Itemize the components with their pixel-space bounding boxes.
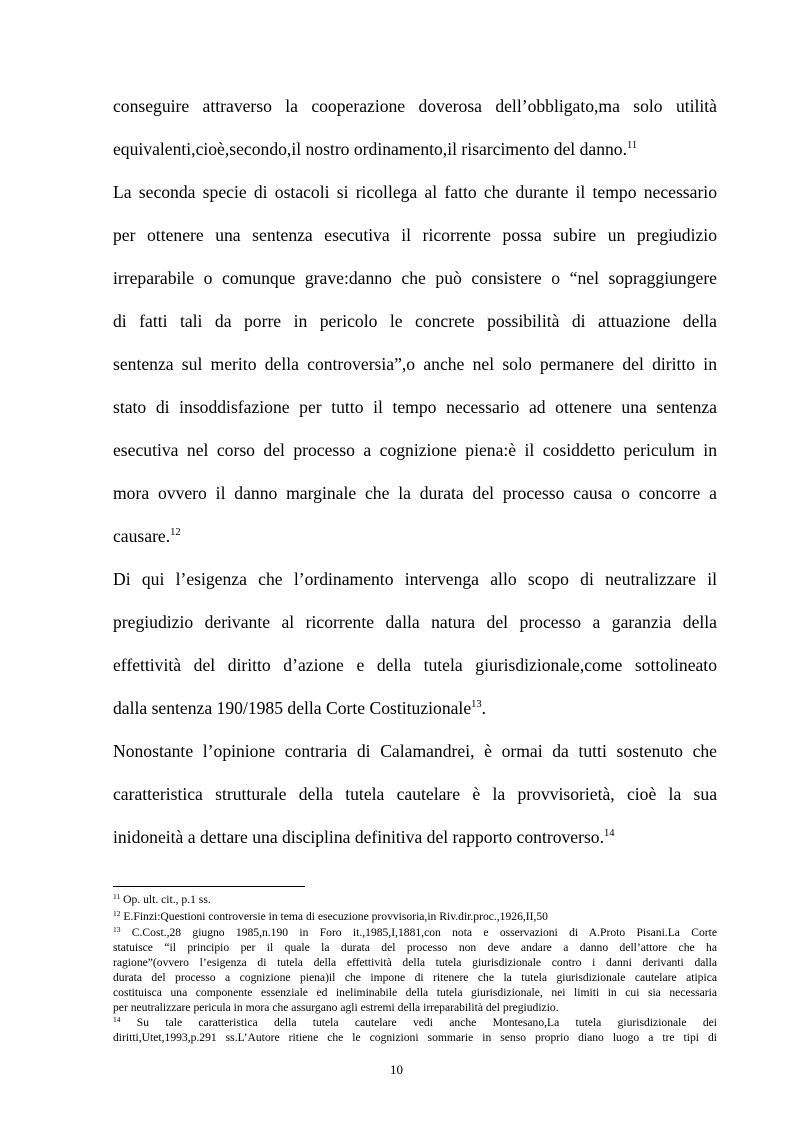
body-line: caratteristica strutturale della tutela cautelare è la provvisorietà, cioè la sua xyxy=(113,784,717,804)
page-number: 10 xyxy=(390,1062,403,1077)
body-line: Di qui l’esigenza che l’ordinamento intervenga allo scopo di neutralizzare il xyxy=(113,569,717,589)
body-line: stato di insoddisfazione per tutto il tempo necessario ad ottenere una sentenza xyxy=(113,397,717,417)
body-line: La seconda specie di ostacoli si ricollega al fatto che durante il tempo necessario xyxy=(113,182,717,202)
footnote-ref: 12 xyxy=(170,527,181,538)
body-line: Nonostante l’opinione contraria di Calamandrei, è ormai da tutti sostenuto che xyxy=(113,741,717,761)
footnote-ref: 13 xyxy=(471,699,482,710)
body-line: effettività del diritto d’azione e della tutela giurisdizionale,come sottolineato xyxy=(113,655,717,675)
body-line: sentenza sul merito della controversia”,o anche nel solo permanere del diritto in xyxy=(113,354,717,374)
body-line: mora ovvero il danno marginale che la durata del processo causa o concorre a xyxy=(113,483,717,503)
footnote-line: $^{14}$ Su tale caratteristica della tutela cautelare vedi anche Montesano,La tutela giurisdizionale dei xyxy=(113,1015,717,1029)
footnote-line: $^{13}$ C.Cost.,28 giugno 1985,n.190 in Foro it.,1985,I,1881,con nota e osservazioni di A.Proto Pisani.La Corte xyxy=(113,925,717,939)
footnote-line: costituisca una componente essenziale ed ineliminabile della tutela giurisdizionale, nei limiti in cui sia necessaria xyxy=(113,986,717,999)
body-line: di fatti tali da porre in pericolo le concrete possibilità di attuazione della xyxy=(113,311,717,331)
body-line: conseguire attraverso la cooperazione doverosa dell’obbligato,ma solo utilità xyxy=(113,96,717,116)
footnote-line: $^{12}$ E.Finzi:Questioni controversie in tema di esecuzione provvisoria,in Riv.dir.proc.,1926,II,50 xyxy=(113,909,548,923)
body-line: irreparabile o comunque grave:danno che può consistere o “nel sopraggiungere xyxy=(113,268,717,288)
footnote-ref: 11 xyxy=(627,140,638,151)
footnote-separator xyxy=(113,886,305,887)
body-line: dalla sentenza 190/1985 della Corte Costituzionale$^{13}$. xyxy=(113,698,487,718)
footnote-line: $^{11}$ Op. ult. cit., p.1 ss. xyxy=(113,892,211,906)
footnote-line: per neutralizzare pericula in mora che assurgano agli estremi della irreparabilità del pregiudizio. xyxy=(113,1001,559,1014)
footnote-line: diritti,Utet,1993,p.291 ss.L’Autore ritiene che le cognizioni sommarie in senso proprio diano luogo a tre tipi di xyxy=(113,1031,717,1044)
footnote-ref: 14 xyxy=(604,828,615,839)
body-line: per ottenere una sentenza esecutiva il ricorrente possa subire un pregiudizio xyxy=(113,225,717,245)
body-line: equivalenti,cioè,secondo,il nostro ordinamento,il risarcimento del danno.$^{11}$ xyxy=(113,139,638,159)
body-line: esecutiva nel corso del processo a cognizione piena:è il cosiddetto periculum in xyxy=(113,440,717,460)
footnote-line: ragione”(ovvero l’esigenza di tutela della effettività della tutela giurisdizionale contro i danni derivanti dalla xyxy=(113,956,717,969)
footnote-line: statuisce “il principio per il quale la durata del processo non deve andare a danno dell’attore che ha xyxy=(113,941,717,954)
body-line: inidoneità a dettare una disciplina definitiva del rapporto controverso.$^{14}$ xyxy=(113,827,615,847)
body-line: causare.$^{12}$ xyxy=(113,526,181,546)
footnote-line: durata del processo a cognizione piena)il che impone di ritenere che la tutela giurisdizionale cautelare atipica xyxy=(113,971,717,984)
body-line: pregiudizio derivante al ricorrente dalla natura del processo a garanzia della xyxy=(113,612,717,632)
